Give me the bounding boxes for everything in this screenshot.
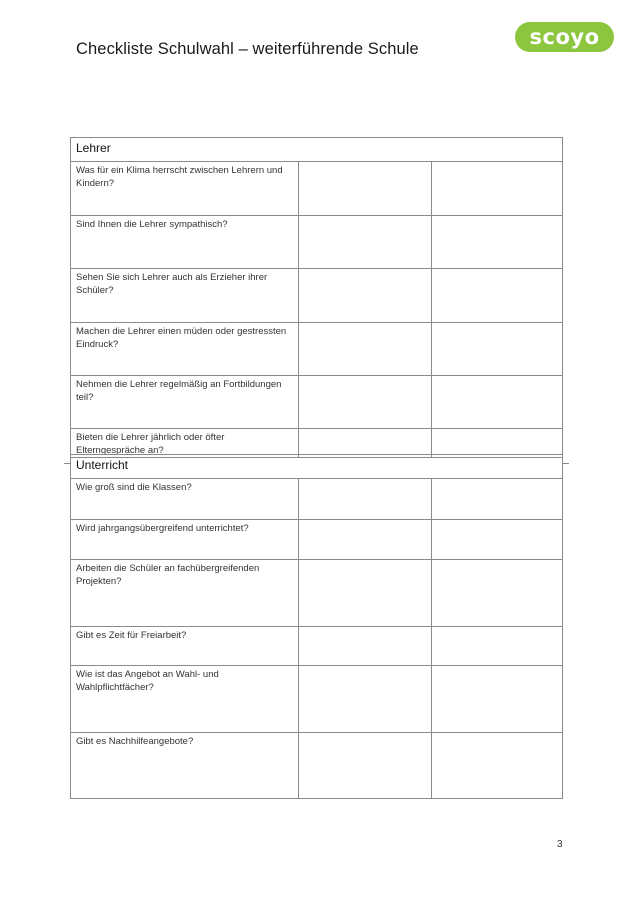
- table-row: [71, 627, 563, 666]
- question-cell: Nehmen die Lehrer regelmäßig an Fortbildungen teil?: [71, 376, 299, 429]
- question-cell: Wie ist das Angebot an Wahl- und Wahlpflichtfächer?: [71, 666, 299, 733]
- answer-cell[interactable]: [299, 666, 431, 733]
- answer-cell[interactable]: [299, 216, 431, 269]
- table-row: [71, 666, 563, 733]
- table-row: [71, 216, 563, 269]
- document-title: Checkliste Schulwahl – weiterführende Schule: [76, 40, 419, 58]
- question-cell: Wird jahrgangsübergreifend unterrichtet?: [71, 520, 299, 560]
- question-cell: Sehen Sie sich Lehrer auch als Erzieher ihrer Schüler?: [71, 269, 299, 323]
- answer-cell[interactable]: [431, 560, 562, 627]
- section-heading: Unterricht: [71, 455, 563, 479]
- question-cell: Sind Ihnen die Lehrer sympathisch?: [71, 216, 299, 269]
- answer-cell[interactable]: [299, 627, 431, 666]
- answer-cell[interactable]: [299, 323, 431, 376]
- answer-cell[interactable]: [431, 269, 562, 323]
- answer-cell[interactable]: [431, 216, 562, 269]
- question-cell: Gibt es Zeit für Freiarbeit?: [71, 627, 299, 666]
- section-heading-row: [71, 455, 563, 479]
- answer-cell[interactable]: [431, 162, 562, 216]
- question-cell: Bieten die Lehrer jährlich oder öfter Elterngespräche an?: [71, 429, 299, 458]
- answer-cell[interactable]: [431, 666, 562, 733]
- answer-cell[interactable]: [299, 560, 431, 627]
- answer-cell[interactable]: [431, 479, 562, 520]
- page-number: 3: [557, 839, 563, 850]
- cut-marker-right: [563, 463, 569, 464]
- question-cell: Machen die Lehrer einen müden oder gestressten Eindruck?: [71, 323, 299, 376]
- table-row: [71, 162, 563, 216]
- answer-cell[interactable]: [299, 376, 431, 429]
- answer-cell[interactable]: [431, 520, 562, 560]
- section-heading-row: [71, 138, 563, 162]
- answer-cell[interactable]: [431, 376, 562, 429]
- question-cell: Arbeiten die Schüler an fachübergreifenden Projekten?: [71, 560, 299, 627]
- section-heading: Lehrer: [71, 138, 563, 162]
- logo-text: scoyo: [529, 25, 600, 49]
- table-row: [71, 323, 563, 376]
- question-cell: Gibt es Nachhilfeangebote?: [71, 733, 299, 799]
- question-cell: Wie groß sind die Klassen?: [71, 479, 299, 520]
- answer-cell[interactable]: [431, 627, 562, 666]
- answer-cell[interactable]: [299, 520, 431, 560]
- table-row: [71, 560, 563, 627]
- answer-cell[interactable]: [431, 733, 562, 799]
- table-row: [71, 269, 563, 323]
- scoyo-logo: [515, 22, 614, 52]
- answer-cell[interactable]: [299, 269, 431, 323]
- lehrer-table: [70, 137, 563, 458]
- table-row: [71, 733, 563, 799]
- answer-cell[interactable]: [299, 162, 431, 216]
- answer-cell[interactable]: [299, 733, 431, 799]
- answer-cell[interactable]: [431, 323, 562, 376]
- table-row: [71, 479, 563, 520]
- answer-cell[interactable]: [299, 479, 431, 520]
- unterricht-table: [70, 454, 563, 799]
- table-row: [71, 520, 563, 560]
- question-cell: Was für ein Klima herrscht zwischen Lehrern und Kindern?: [71, 162, 299, 216]
- table-row: [71, 376, 563, 429]
